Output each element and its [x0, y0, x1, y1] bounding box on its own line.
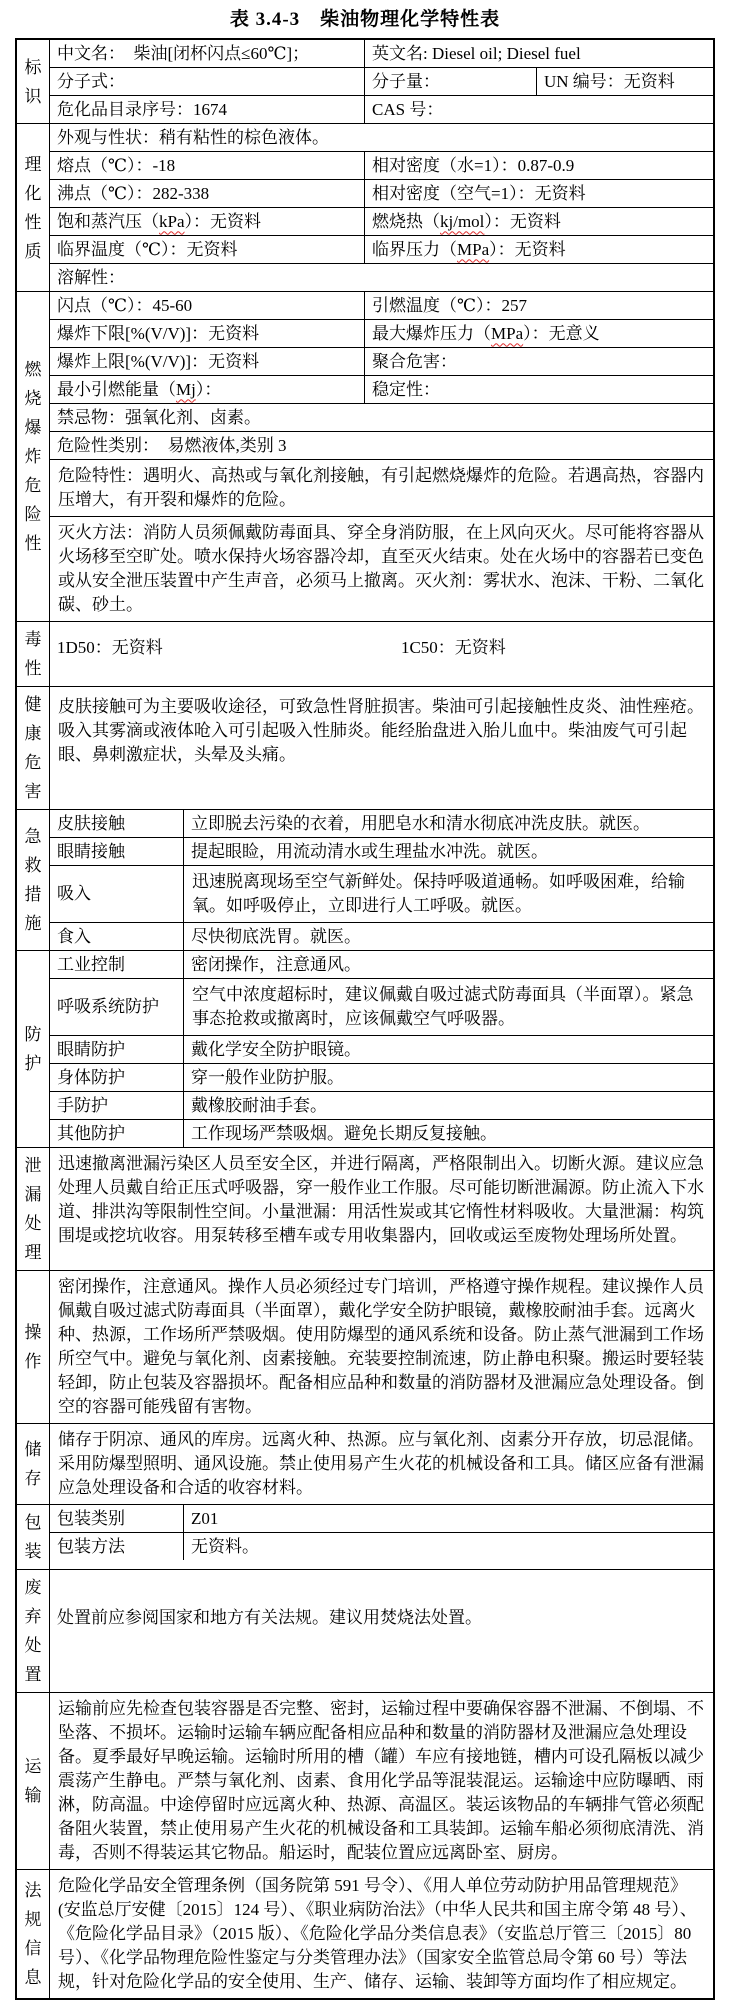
field-stability: 稳定性： — [372, 379, 440, 399]
field-toxicity-values — [50, 622, 713, 674]
table-row — [50, 1035, 713, 1063]
field-ignition-temperature: 引燃温度（℃）：257 — [372, 295, 528, 315]
table-row — [50, 235, 713, 263]
table-row — [50, 1148, 713, 1252]
section-label-packaging: 包装 — [17, 1505, 50, 1569]
table-row — [50, 319, 713, 347]
table-row — [50, 1271, 713, 1423]
field-explosion-lower-limit: 爆炸下限[%(V/V)]：无资料 — [50, 320, 365, 347]
field-respiratory-protection-label: 呼吸系统防护 — [50, 979, 184, 1035]
spellcheck-underline: kPa — [159, 211, 185, 231]
field-molecular-formula: 分子式： — [50, 68, 365, 95]
table-row — [50, 922, 713, 950]
section-label-health-hazard: 健康危害 — [17, 687, 50, 809]
field-packaging-class-label: 包装类别 — [50, 1505, 184, 1532]
field-max-explosion-pressure: 最大爆炸压力（ MPa ）：无意义 — [365, 320, 713, 347]
table-row — [50, 347, 713, 375]
section-label-toxicity: 毒性 — [17, 622, 50, 686]
field-engineering-control-label: 工业控制 — [50, 951, 184, 978]
section-identification — [17, 40, 713, 123]
field-ingestion-value: 尽快彻底洗胃。就医。 — [191, 926, 361, 946]
field-vapor-pressure: 饱和蒸汽压（ kPa ）：无资料 — [50, 208, 365, 235]
section-toxicity — [17, 621, 713, 686]
section-label-handling: 操作 — [17, 1271, 50, 1423]
field-un-number: UN 编号：无资料 — [544, 71, 675, 91]
field-hazard-class: 危险性类别： 易燃液体,类别 3 — [57, 435, 287, 455]
spellcheck-underline: kj/mol — [440, 211, 485, 231]
field-molecular-weight: 分子量： — [365, 68, 537, 95]
table-row — [50, 403, 713, 431]
table-row — [50, 207, 713, 235]
field-critical-temperature: 临界温度（℃）：无资料 — [50, 236, 365, 263]
table-row — [50, 151, 713, 179]
field-eye-contact-label: 眼睛接触 — [50, 838, 184, 865]
table-row — [50, 1505, 713, 1532]
table-row — [50, 431, 713, 459]
table-row — [50, 67, 713, 95]
section-label-protection: 防护 — [17, 951, 50, 1147]
table-row — [50, 951, 713, 978]
field-solubility: 溶解性： — [57, 267, 125, 287]
table-row — [50, 1693, 713, 1869]
section-spill-handling — [17, 1147, 713, 1270]
table-row — [50, 1091, 713, 1119]
table-title: 表 3.4-3 柴油物理化学特性表 — [229, 9, 501, 30]
field-health-hazard-text: 皮肤接触可为主要吸收途径，可致急性肾脏损害。柴油可引起接触性皮炎、油性痤疮。吸入其雾滴或液体呛入可引起吸入性肺炎。能经胎盘进入胎儿血中。柴油废气可引起眼、鼻刺激症状，头晕及头痛。 — [58, 697, 704, 764]
table-row — [50, 124, 713, 151]
field-relative-density-air: 相对密度（空气=1）：无资料 — [372, 183, 586, 203]
field-eye-protection-label: 眼睛防护 — [50, 1036, 184, 1063]
field-chinese-name: 中文名： 柴油[闭杯闪点≤60℃]； — [50, 40, 365, 67]
field-fire-fighting-methods: 灭火方法：消防人员须佩戴防毒面具、穿全身消防服，在上风向灭火。尽可能将容器从火场移至空旷处。喷水保持火场容器冷却，直至灭火结束。处在火场中的容器若已变色或从安全泄压装置中产生声音，必须马上撤离。灭火剂：雾状水、泡沫、干粉、二氧化碳、砂土。 — [58, 523, 704, 614]
section-label-first-aid: 急救措施 — [17, 810, 50, 950]
field-spill-handling-text: 迅速撤离泄漏污染区人员至安全区，并进行隔离，严格限制出入。切断火源。建议应急处理人员戴自给正压式呼吸器，穿一般作业工作服。尽可能切断泄漏源。防止流入下水道、排洪沟等限制性空间。小量泄漏：用活性炭或其它惰性材料吸收。大量泄漏：构筑围堤或挖坑收容。用泵转移至槽车或专用收集器内，回收或运至废物处理场所处置。 — [58, 1154, 704, 1245]
field-lc50: 1C50：无资料 — [400, 638, 506, 657]
field-disposal-text: 处置前应参阅国家和地方有关法规。建议用焚烧法处置。 — [57, 1608, 482, 1627]
field-other-protection-value: 工作现场严禁吸烟。避免长期反复接触。 — [191, 1123, 497, 1143]
field-body-protection-label: 身体防护 — [50, 1064, 184, 1091]
field-relative-density-water: 相对密度（水=1）：0.87-0.9 — [372, 155, 575, 175]
spellcheck-underline: MPa — [457, 239, 490, 259]
section-label-disposal: 废弃处置 — [17, 1570, 50, 1692]
section-disposal — [17, 1569, 713, 1692]
table-row — [50, 179, 713, 207]
table-row — [50, 516, 713, 621]
field-handling-text: 密闭操作，注意通风。操作人员必须经过专门培训，严格遵守操作规程。建议操作人员佩戴自吸过滤式防毒面具（半面罩），戴化学安全防护眼镜，戴橡胶耐油手套。远离火种、热源，工作场所严禁吸烟。使用防爆型的通风系统和设备。防止蒸气泄漏到工作场所空气中。避免与氧化剂、卤素接触。充装要控制流速，防止静电积聚。搬运时要轻装轻卸，防止包装及容器损坏。配备相应品种和数量的消防器材及泄漏应急处理设备。倒空的容器可能残留有害物。 — [58, 1277, 704, 1416]
table-row — [50, 837, 713, 865]
table-row — [50, 1424, 713, 1504]
field-hand-protection-value: 戴橡胶耐油手套。 — [191, 1095, 327, 1115]
field-inhalation-value: 迅速脱离现场至空气新鲜处。保持呼吸道通畅。如呼吸困难，给输氧。如呼吸停止，立即进行人工呼吸。就医。 — [192, 872, 685, 915]
field-eye-contact-value: 提起眼睑，用流动清水或生理盐水冲洗。就医。 — [191, 841, 548, 861]
field-boiling-point: 沸点（℃）：282-338 — [50, 180, 365, 207]
field-combustion-heat: 燃烧热（ kj/mol ）：无资料 — [365, 208, 713, 235]
field-storage-text: 储存于阴凉、通风的库房。远离火种、热源。应与氧化剂、卤素分开存放，切忌混储。采用防爆型照明、通风设施。禁止使用易产生火花的机械设备和工具。储区应备有泄漏应急处理设备和合适的收容材料。 — [58, 1430, 704, 1497]
table-row — [50, 40, 713, 67]
section-label-fire-explosion: 燃烧爆炸危险性 — [17, 292, 50, 621]
field-body-protection-value: 穿一般作业防护服。 — [191, 1067, 344, 1087]
field-english-name: 英文名: Diesel oil; Diesel fuel — [372, 43, 581, 63]
table-row — [50, 1532, 713, 1560]
section-label-storage: 储存 — [17, 1424, 50, 1504]
section-health-hazard — [17, 686, 713, 809]
section-fire-explosion — [17, 291, 713, 621]
table-row — [50, 459, 713, 516]
section-label-regulations: 法规信息 — [17, 1870, 50, 1998]
field-min-ignition-energy: 最小引燃能量（ Mj ）： — [50, 376, 365, 403]
field-regulations-text: 危险化学品安全管理条例（国务院第 591 号令）、《用人单位劳动防护用品管理规范》(安监总厅安健〔2015〕124 号）、《职业病防治法》（中华人民共和国主席令第 48 号）、《危险化学品目录》（2015 版）、《危险化学品分类信息表》（安监总厅管三〔2015〕80 号）、《化学品物理危险性鉴定与分类管理办法》（国家安全监管总局令第 60 号）等法规，针对危险化学品的安全使用、生产、储存、运输、装卸等方面均作了相应规定。 — [58, 1876, 697, 1991]
field-hazard-characteristics: 危险特性：遇明火、高热或与氧化剂接触，有引起燃烧爆炸的危险。若遇高热，容器内压增大，有开裂和爆炸的危险。 — [58, 466, 704, 509]
table-row — [50, 1870, 713, 1998]
section-label-physicochemical: 理化性质 — [17, 124, 50, 291]
section-first-aid — [17, 809, 713, 950]
table-row — [50, 687, 713, 779]
section-regulations — [17, 1869, 713, 1998]
table-row — [50, 978, 713, 1035]
field-appearance: 外观与性状：稍有粘性的棕色液体。 — [57, 127, 329, 147]
field-transport-text: 运输前应先检查包装容器是否完整、密封，运输过程中要确保容器不泄漏、不倒塌、不坠落、不损坏。运输时运输车辆应配备相应品种和数量的消防器材及泄漏应急处理设备。夏季最好早晚运输。运输时所用的槽（罐）车应有接地链，槽内可设孔隔板以减少震荡产生静电。严禁与氧化剂、卤素、食用化学品等混装混运。运输途中应防曝晒、雨淋，防高温。中途停留时应远离火种、热源、高温区。装运该物品的车辆排气管必须配备阻火装置，禁止使用易产生火花的机械设备和工具装卸。运输车船必须彻底清洗、消毒，否则不得装运其它物品。船运时，配装位置应远离卧室、厨房。 — [58, 1699, 704, 1862]
section-storage — [17, 1423, 713, 1504]
field-critical-pressure: 临界压力（ MPa ）：无资料 — [365, 236, 713, 263]
field-cas-number: CAS 号： — [372, 99, 444, 119]
table-row — [50, 95, 713, 123]
table-row — [50, 1119, 713, 1147]
spellcheck-underline: MPa — [491, 323, 524, 343]
field-packaging-class-value: Z01 — [191, 1508, 219, 1528]
table-row — [50, 1063, 713, 1091]
section-handling — [17, 1270, 713, 1423]
section-label-transport: 运输 — [17, 1693, 50, 1869]
field-melting-point: 熔点（℃）：-18 — [50, 152, 365, 179]
field-respiratory-protection-value: 空气中浓度超标时，建议佩戴自吸过滤式防毒面具（半面罩）。紧急事态抢救或撤离时，应该佩戴空气呼吸器。 — [192, 985, 694, 1028]
field-catalog-number: 危化品目录序号：1674 — [50, 96, 365, 123]
field-ingestion-label: 食入 — [50, 923, 184, 950]
field-skin-contact-value: 立即脱去污染的衣着，用肥皂水和清水彻底冲洗皮肤。就医。 — [191, 813, 650, 833]
field-flash-point: 闪点（℃）：45-60 — [50, 292, 365, 319]
section-label-identification: 标识 — [17, 40, 50, 123]
field-eye-protection-value: 戴化学安全防护眼镜。 — [191, 1039, 361, 1059]
field-other-protection-label: 其他防护 — [50, 1120, 184, 1147]
field-engineering-control-value: 密闭操作，注意通风。 — [191, 954, 361, 974]
section-transport — [17, 1692, 713, 1869]
spellcheck-underline: Mj — [176, 379, 196, 399]
field-packaging-method-label: 包装方法 — [50, 1533, 184, 1560]
section-packaging — [17, 1504, 713, 1569]
field-ld50: 1D50：无资料 — [57, 638, 163, 657]
section-protection — [17, 950, 713, 1147]
field-explosion-upper-limit: 爆炸上限[%(V/V)]：无资料 — [50, 348, 365, 375]
section-label-spill-handling: 泄漏处理 — [17, 1148, 50, 1270]
field-packaging-method-value: 无资料。 — [191, 1536, 259, 1556]
field-incompatibles: 禁忌物：强氧化剂、卤素。 — [57, 407, 261, 427]
msds-table — [15, 38, 715, 2000]
table-row — [50, 292, 713, 319]
table-row — [50, 865, 713, 922]
field-polymerization-hazard: 聚合危害： — [372, 351, 457, 371]
table-row — [50, 263, 713, 291]
table-row — [50, 622, 713, 674]
table-row — [50, 1570, 713, 1666]
section-physicochemical — [17, 123, 713, 291]
table-row — [50, 810, 713, 837]
field-hand-protection-label: 手防护 — [50, 1092, 184, 1119]
table-row — [50, 375, 713, 403]
field-inhalation-label: 吸入 — [50, 866, 184, 922]
field-skin-contact-label: 皮肤接触 — [50, 810, 184, 837]
